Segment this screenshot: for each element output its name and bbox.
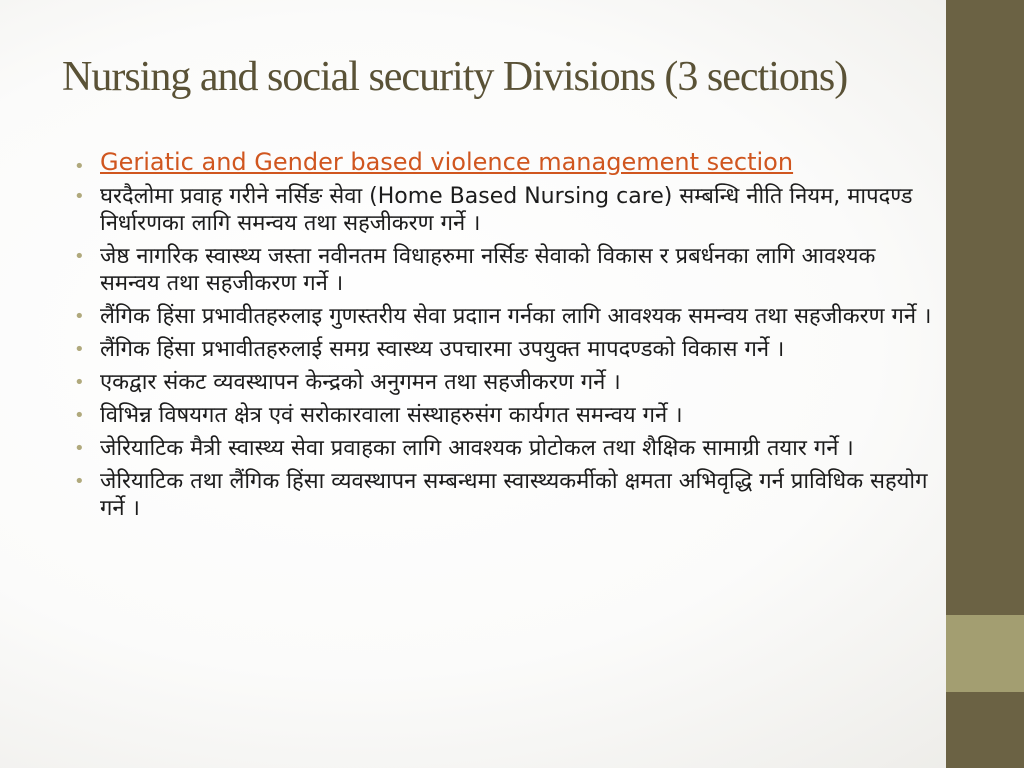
bullet-icon: • — [74, 405, 85, 426]
bullet-icon: • — [74, 156, 85, 177]
list-item-text: लैंगिक हिंसा प्रभावीतहरुलाई समग्र स्वास्थ्य उपचारमा उपयुक्त मापदण्डको विकास गर्ने । — [100, 337, 785, 362]
sidebar-band-top — [946, 0, 1024, 615]
bullet-list — [74, 144, 934, 528]
sidebar-band-accent — [946, 615, 1024, 692]
list-item — [74, 303, 934, 330]
list-item — [74, 468, 934, 522]
list-item — [74, 183, 934, 237]
bullet-icon: • — [74, 372, 85, 393]
list-item-text: जेरियाटिक तथा लैंगिक हिंसा व्यवस्थापन सम्बन्धमा स्वास्थ्यकर्मीको क्षमता अभिवृद्धि गर्न प्राविधिक सहयोग गर्ने । — [100, 469, 928, 521]
bullet-icon: • — [74, 339, 85, 360]
geriatic-gbv-section-link[interactable]: Geriatic and Gender based violence management section — [100, 148, 794, 176]
list-item-text: एकद्वार संकट व्यवस्थापन केन्द्रको अनुगमन तथा सहजीकरण गर्ने । — [100, 370, 621, 395]
list-item-text: विभिन्न विषयगत क्षेत्र एवं सरोकारवाला संस्थाहरुसंग कार्यगत समन्वय गर्ने । — [100, 403, 683, 428]
bullet-icon: • — [74, 471, 85, 492]
list-item — [74, 336, 934, 363]
list-item — [74, 402, 934, 429]
sidebar-band-bottom — [946, 692, 1024, 768]
list-item-text: घरदैलोमा प्रवाह गरीने नर्सिङ सेवा (Home Based Nursing care) सम्बन्धि नीति नियम, मापदण्ड निर्धारणका लागि समन्वय तथा सहजीकरण गर्ने । — [100, 184, 913, 236]
slide-title: Nursing and social security Divisions (3 sections) — [62, 54, 848, 100]
bullet-icon: • — [74, 246, 85, 267]
list-item-text: लैंगिक हिंसा प्रभावीतहरुलाइ गुणस्तरीय सेवा प्रदाान गर्नका लागि आवश्यक समन्वय तथा सहजीकरण गर्ने । — [100, 304, 932, 329]
list-item — [74, 435, 934, 462]
list-item-link — [74, 144, 934, 181]
list-item — [74, 369, 934, 396]
bullet-icon: • — [74, 306, 85, 327]
bullet-icon: • — [74, 186, 85, 207]
list-item-text: जेरियाटिक मैत्री स्वास्थ्य सेवा प्रवाहका लागि आवश्यक प्रोटोकल तथा शैक्षिक सामाग्री तयार गर्ने । — [100, 436, 854, 461]
bullet-icon: • — [74, 438, 85, 459]
list-item-text: जेष्ठ नागरिक स्वास्थ्य जस्ता नवीनतम विधाहरुमा नर्सिङ सेवाको विकास र प्रबर्धनका लागि आवश्यक समन्वय तथा सहजीकरण गर्ने । — [100, 244, 876, 296]
list-item — [74, 243, 934, 297]
